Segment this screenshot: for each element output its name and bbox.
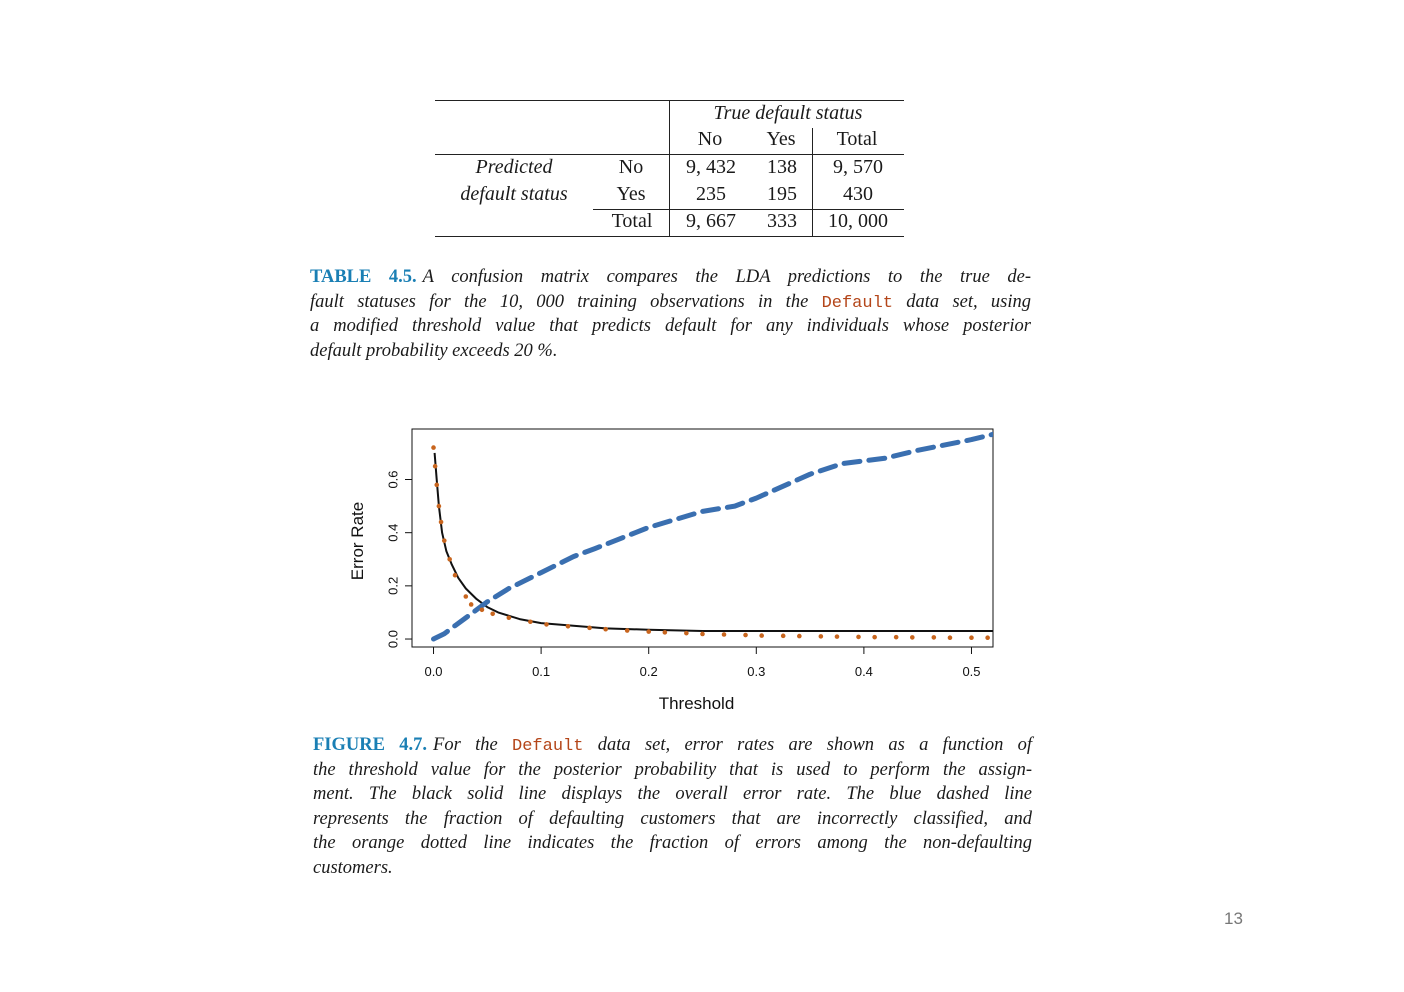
series-orange-dot bbox=[544, 622, 549, 627]
cell-no-no: 9, 432 bbox=[686, 156, 736, 178]
series-orange-dot bbox=[969, 635, 974, 640]
y-axis-label: Error Rate bbox=[348, 501, 367, 581]
series-orange-dot bbox=[439, 520, 444, 525]
series-orange-dot bbox=[835, 634, 840, 639]
x-tick-label: 0.2 bbox=[639, 664, 658, 679]
cell-total-total: 10, 000 bbox=[828, 210, 888, 232]
y-tick-label: 0.2 bbox=[385, 576, 401, 595]
y-tick-label: 0.0 bbox=[385, 629, 401, 649]
series-orange-dot bbox=[985, 635, 990, 640]
table-caption-line4: default probability exceeds 20 %. bbox=[310, 340, 558, 361]
row-group-label-line2: default status bbox=[460, 183, 568, 205]
series-orange-dot bbox=[480, 607, 485, 612]
x-tick-label: 0.4 bbox=[854, 664, 873, 679]
figure-caption-line1b: data set, error rates are shown as a function of bbox=[597, 735, 1033, 755]
series-orange-dot bbox=[663, 630, 668, 635]
series-orange-dot bbox=[447, 557, 452, 562]
series-orange-dot bbox=[469, 602, 474, 607]
figure-caption-line2: the threshold value for the posterior probability that is used to perform the assign- bbox=[313, 759, 1032, 780]
row-group-label-line1: Predicted bbox=[475, 156, 553, 178]
series-orange-dot bbox=[872, 635, 877, 640]
page-number: 13 bbox=[1224, 909, 1243, 928]
figure-caption-line5: the orange dotted line indicates the fraction of errors among the non-defaulting bbox=[313, 833, 1032, 853]
cell-no-total: 9, 570 bbox=[833, 156, 883, 178]
col-header-yes: Yes bbox=[766, 128, 796, 150]
row-label-no: No bbox=[618, 156, 644, 178]
table-caption-line2a: fault statuses for the 10, 000 training observations in the bbox=[310, 291, 809, 312]
cell-total-no: 9, 667 bbox=[686, 210, 736, 232]
table-caption-label: TABLE 4.5. bbox=[310, 267, 417, 287]
error-rate-chart bbox=[340, 420, 1010, 720]
confusion-matrix-table bbox=[435, 100, 904, 237]
col-header-total: Total bbox=[836, 128, 878, 150]
series-orange-dot bbox=[646, 629, 651, 634]
series-orange-dot bbox=[910, 635, 915, 640]
series-orange-dot bbox=[932, 635, 937, 640]
table-vrule-left bbox=[669, 100, 670, 237]
series-orange-dot bbox=[442, 538, 447, 543]
series-orange-dot bbox=[431, 445, 436, 450]
series-group bbox=[431, 434, 993, 640]
series-orange-dot bbox=[856, 635, 861, 640]
table-caption-line2b: data set, using bbox=[906, 291, 1032, 312]
table-vrule-right bbox=[812, 128, 813, 237]
table-caption bbox=[310, 265, 1031, 363]
series-orange-dot bbox=[819, 634, 824, 639]
row-label-yes: Yes bbox=[616, 183, 646, 205]
cell-yes-yes: 195 bbox=[767, 183, 797, 205]
series-orange-dot bbox=[700, 632, 705, 637]
figure-caption-line6: customers. bbox=[313, 857, 393, 878]
series-orange-dot bbox=[684, 631, 689, 636]
figure-caption-line1a: For the bbox=[433, 735, 498, 755]
series-orange-dot bbox=[453, 573, 458, 578]
series-blue-dashed-line bbox=[434, 434, 994, 639]
series-orange-dot bbox=[603, 627, 608, 632]
x-tick-label: 0.1 bbox=[532, 664, 551, 679]
figure-caption bbox=[313, 733, 1032, 880]
row-label-total: Total bbox=[611, 210, 653, 232]
cell-yes-no: 235 bbox=[696, 183, 726, 205]
x-tick-label: 0.5 bbox=[962, 664, 981, 679]
series-orange-dot bbox=[948, 635, 953, 640]
y-tick-label: 0.4 bbox=[385, 523, 401, 542]
table-caption-line1: A confusion matrix compares the LDA predictions to the true de- bbox=[422, 267, 1031, 287]
col-header-no: No bbox=[697, 128, 723, 150]
series-orange-dot bbox=[797, 634, 802, 639]
series-orange-dot bbox=[434, 483, 439, 488]
series-orange-dot bbox=[437, 504, 442, 509]
series-orange-dot bbox=[722, 632, 727, 637]
series-orange-dot bbox=[759, 633, 764, 638]
series-orange-dot bbox=[463, 594, 468, 599]
table-group-header: True default status bbox=[713, 102, 863, 124]
series-orange-dot bbox=[507, 615, 512, 620]
series-orange-dot bbox=[490, 611, 495, 616]
series-orange-dot bbox=[433, 464, 438, 469]
y-tick-label: 0.6 bbox=[385, 470, 401, 489]
figure-caption-code: Default bbox=[512, 737, 584, 756]
figure-caption-label: FIGURE 4.7. bbox=[313, 735, 428, 755]
figure-caption-line3: ment. The black solid line displays the overall error rate. The blue dashed line bbox=[313, 784, 1032, 804]
x-tick-label: 0.0 bbox=[424, 664, 443, 679]
table-caption-line3: a modified threshold value that predicts default for any individuals whose posterior bbox=[310, 316, 1031, 336]
series-orange-dot bbox=[625, 628, 630, 633]
series-orange-dot bbox=[528, 619, 533, 624]
plot-frame bbox=[412, 429, 993, 647]
cell-yes-total: 430 bbox=[843, 183, 873, 205]
series-orange-dot bbox=[781, 634, 786, 639]
series-black-solid-line bbox=[435, 453, 993, 631]
series-orange-dot bbox=[894, 635, 899, 640]
x-axis-label: Threshold bbox=[658, 694, 735, 713]
table-caption-code: Default bbox=[821, 293, 893, 313]
series-orange-dot bbox=[587, 626, 592, 631]
figure-caption-line4: represents the fraction of defaulting customers that are incorrectly classified, and bbox=[313, 808, 1032, 829]
series-orange-dot bbox=[566, 624, 571, 629]
cell-no-yes: 138 bbox=[767, 156, 797, 178]
series-orange-dot bbox=[743, 633, 748, 638]
cell-total-yes: 333 bbox=[767, 210, 797, 232]
x-tick-label: 0.3 bbox=[747, 664, 766, 679]
